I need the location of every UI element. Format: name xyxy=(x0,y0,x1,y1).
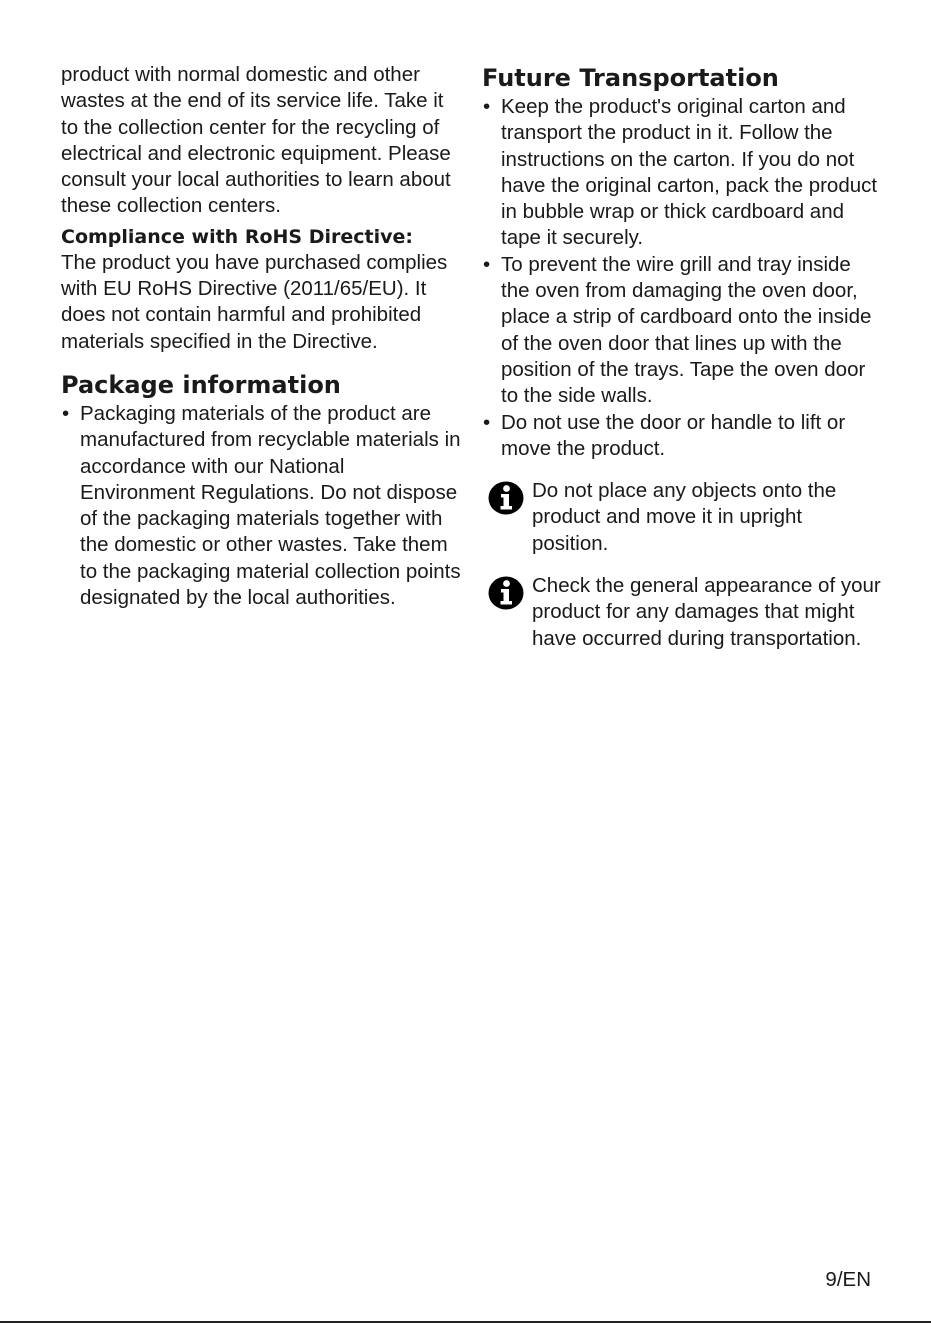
rohs-body: The product you have purchased complies with EU RoHS Directive (2011/65/EU). It does not contain harmful and prohibited materials specified in the Directive. xyxy=(61,250,448,353)
list-item xyxy=(482,252,882,410)
info-note xyxy=(482,478,882,557)
bullet-icon: • xyxy=(483,95,491,118)
list-item xyxy=(482,94,882,252)
left-column xyxy=(61,62,461,611)
list-item-text: To prevent the wire grill and tray inside the oven from damaging the oven door, place a strip of cardboard onto the inside of the oven door that lines up with the position of the trays. Tape the oven door to the side walls. xyxy=(501,252,872,408)
bullet-icon: • xyxy=(483,410,491,434)
info-note-text: Do not place any objects onto the product and move it in upright position. xyxy=(532,479,837,555)
right-column xyxy=(482,62,882,652)
info-note-text: Check the general appearance of your product for any damages that might have occurred during transportation. xyxy=(532,574,881,650)
package-information-heading: Package information xyxy=(61,370,341,399)
rohs-heading: Compliance with RoHS Directive: xyxy=(61,225,413,248)
future-transportation-list xyxy=(482,94,882,462)
list-item xyxy=(61,401,461,611)
package-information-list xyxy=(61,401,461,611)
list-item-text: Packaging materials of the product are manufactured from recyclable materials in accordance with our National Environment Regulations. Do not dispose of the packaging materials together with the domestic or other wastes. Take them to the packaging material collection points designated by the local authorities. xyxy=(80,401,461,610)
bullet-icon: • xyxy=(62,401,70,425)
list-item xyxy=(482,410,882,463)
list-item-text: Keep the product's original carton and transport the product in it. Follow the instructions on the carton. If you do not have the original carton, pack the product in bubble wrap or thick cardboard and tape it securely. xyxy=(501,95,878,250)
bullet-icon: • xyxy=(483,252,491,276)
info-icon xyxy=(487,573,525,611)
info-note xyxy=(482,573,882,652)
info-icon xyxy=(487,478,525,516)
info-notes xyxy=(482,478,882,652)
page-number: 9/EN xyxy=(825,1268,871,1291)
list-item-text: Do not use the door or handle to lift or move the product. xyxy=(501,410,846,460)
intro-paragraph: product with normal domestic and other wastes at the end of its service life. Take it to the collection center for the recycling of electrical and electronic equipment. Please consult your local authorities to learn about these collection centers. xyxy=(61,63,451,218)
bottom-divider xyxy=(0,1321,931,1323)
future-transportation-heading: Future Transportation xyxy=(482,64,779,92)
